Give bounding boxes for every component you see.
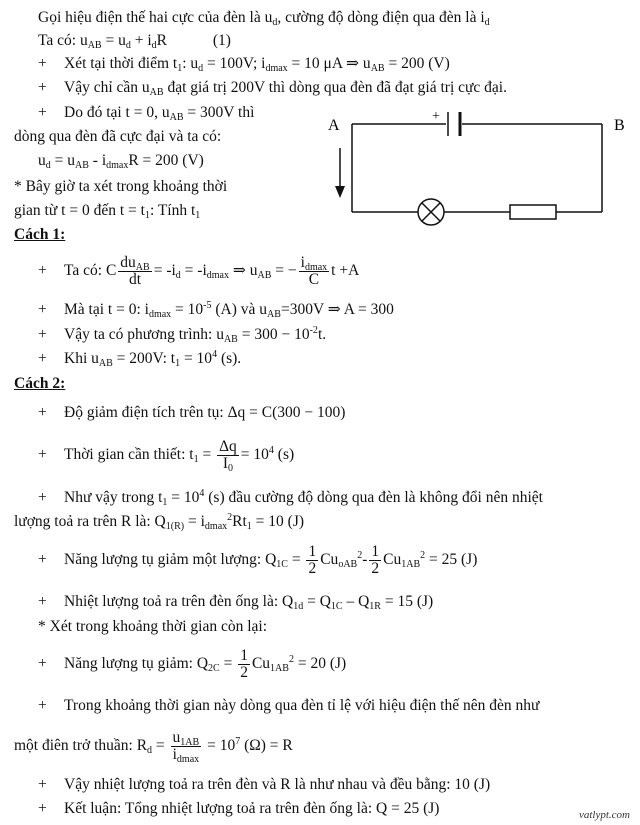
section-heading: Cách 2: bbox=[14, 375, 66, 392]
watermark: vatlypt.com bbox=[578, 809, 630, 821]
bullet-line: + Nhiệt lượng toả ra trên đèn ống là: $Q_{1d} = Q_{1C} - Q_{1R} = 15$ (J) bbox=[38, 593, 434, 612]
fraction: $\frac{u_{1AB}}{i_{dmax}}$ bbox=[172, 728, 200, 765]
text-line: * Xét trong khoảng thời gian còn lại: bbox=[38, 618, 268, 635]
node-label-b: B bbox=[614, 117, 625, 134]
text-line: dòng qua đèn đã cực đại và ta có: bbox=[14, 128, 222, 145]
bullet-line: + Năng lượng tụ giảm: $Q_{2C}$ = $\frac{1}{2}$ $Cu_{1AB}^2 = 20$ (J) bbox=[38, 646, 347, 681]
bullet-line: + Trong khoảng thời gian này dòng qua đèn tỉ lệ với hiệu điện thế nên đèn như bbox=[38, 697, 540, 714]
fraction: $\frac{1}{2}$ bbox=[371, 542, 380, 577]
bullet-line: + Ta có: C $\frac{du_{AB}}{dt}$ = $-i_d = -i_{dmax}$ ⇒ $u_{AB}$ = − $\frac{i_{dmax}}{C}$ t +A bbox=[38, 253, 360, 288]
text-line: Ta có: $u_{AB} = u_d + i_dR$ (1) bbox=[38, 32, 231, 51]
bullet-line: + Độ giảm điện tích trên tụ: Δq = C(300 − 100) bbox=[38, 404, 346, 421]
fraction: $\frac{du_{AB}}{dt}$ bbox=[120, 253, 150, 288]
fraction: $\frac{1}{2}$ bbox=[240, 646, 248, 681]
text-line: $u_d = u_{AB} - i_{dmax}R = 200$ (V) bbox=[38, 152, 204, 171]
text-line: Gọi hiệu điện thế hai cực của đèn là $u_d$, cường độ dòng điện qua đèn là $i_d$ bbox=[38, 9, 490, 28]
text-line: lượng toả ra trên R là: $Q_{1(R)} = i_{dmax}^2Rt_1 = 10$ (J) bbox=[14, 512, 305, 532]
bullet-line: + Do đó tại t = 0, $u_{AB} = 300V$ thì bbox=[38, 104, 255, 123]
capacitor bbox=[448, 112, 460, 136]
text-line: một điên trở thuần: $R_d$ = $\frac{u_{1AB}}{i_{dmax}}$ = $10^7$ (Ω) = R bbox=[14, 728, 293, 765]
resistor bbox=[510, 205, 556, 219]
node-label-a: A bbox=[328, 117, 340, 134]
bullet-line: + Như vậy trong $t_1 = 10^4$ (s) đầu cường độ dòng qua đèn là không đổi nên nhiệt bbox=[38, 488, 543, 508]
fraction: $\frac{\Delta q}{I_0}$ bbox=[219, 437, 237, 474]
bullet-line: + Thời gian cần thiết: $t_1$ = $\frac{\Delta q}{I_0}$ = $10^4$ (s) bbox=[38, 437, 295, 474]
circuit-diagram bbox=[322, 108, 634, 226]
text-line: gian từ t = 0 đến $t = t_1$: Tính $t_1$ bbox=[14, 202, 201, 221]
bullet-line: + Vậy nhiệt lượng toả ra trên đèn và R là như nhau và đều bằng: 10 (J) bbox=[38, 776, 491, 793]
capacitor-plus-mark: + bbox=[432, 109, 440, 124]
current-direction-arrow bbox=[335, 148, 345, 198]
fraction: $\frac{i_{dmax}}{C}$ bbox=[300, 253, 328, 288]
bullet-line: + Kết luận: Tổng nhiệt lượng toả ra trên đèn ống là: Q = 25 (J) bbox=[38, 800, 440, 817]
bullet-line: + Năng lượng tụ giảm một lượng: $Q_{1C}$ = $\frac{1}{2}$ $Cu_{oAB}^2-$ $\frac{1}{2}$ $Cu_{1AB}^2 = 25$ (J) bbox=[38, 542, 478, 577]
bullet-line: + Vậy ta có phương trình: $u_{AB} = 300 - 10^{-2}t$. bbox=[38, 325, 327, 345]
section-heading: Cách 1: bbox=[14, 226, 66, 243]
fraction: $\frac{1}{2}$ bbox=[308, 542, 317, 577]
bullet-line: + Mà tại t = 0: $i_{dmax} = 10^{-5}$ (A) và $u_{AB}=300V$ ⇒ A = 300 bbox=[38, 300, 394, 320]
bullet-line: + Khi $u_{AB} = 200V$: $t_1 = 10^4$ (s). bbox=[38, 349, 242, 369]
bullet-line: + Xét tại thời điểm $t_1$: $u_d = 100V$; $i_{dmax} = 10$ μA ⇒ $u_{AB} = 200$ (V) bbox=[38, 55, 450, 74]
text-line: * Bây giờ ta xét trong khoảng thời bbox=[14, 178, 228, 195]
bullet-line: + Vậy chỉ cần $u_{AB}$ đạt giá trị 200V thì dòng qua đèn đã đạt giá trị cực đại. bbox=[38, 79, 507, 98]
lamp bbox=[418, 199, 444, 225]
